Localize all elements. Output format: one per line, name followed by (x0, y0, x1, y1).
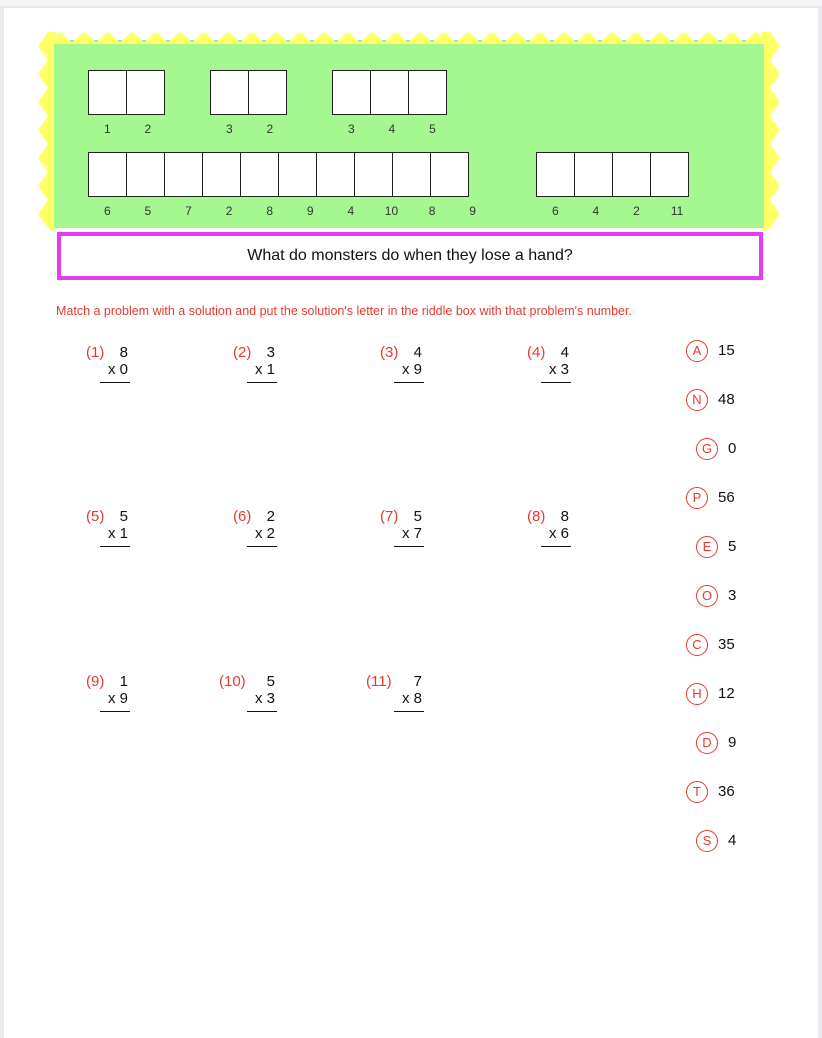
answer-letter-box[interactable] (370, 70, 409, 115)
answer-word-numbers (87, 122, 168, 136)
problem-multiplier: x 8 (401, 690, 422, 707)
solution-value: 15 (718, 342, 735, 359)
problem-label: (4) (527, 344, 546, 361)
answer-word-numbers (209, 122, 290, 136)
answer-letter-box[interactable] (650, 152, 689, 197)
problem-multiplicand: 4 (560, 344, 569, 361)
answer-line (394, 382, 424, 383)
solution-value: 3 (728, 587, 737, 604)
math-problem (380, 344, 500, 394)
solution-letter-circle: O (696, 585, 718, 607)
answer-line (394, 711, 424, 712)
solution-letter-circle: H (686, 683, 708, 705)
problem-number-label: 1 (103, 122, 111, 136)
problem-number-label: 3 (347, 122, 355, 136)
math-problem (86, 344, 206, 394)
problem-number-label: 2 (633, 204, 640, 218)
problem-label: (3) (380, 344, 399, 361)
solution-letter-circle: P (686, 487, 708, 509)
solution-letter-circle: A (686, 340, 708, 362)
problem-label: (7) (380, 508, 399, 525)
answer-letter-box[interactable] (210, 70, 249, 115)
answer-line (247, 711, 277, 712)
answer-word-numbers (535, 204, 697, 218)
answer-letter-box[interactable] (574, 152, 613, 197)
answer-letter-box[interactable] (612, 152, 651, 197)
riddle-answer-banner (54, 44, 764, 228)
problem-number-label: 6 (103, 204, 111, 218)
riddle-question: What do monsters do when they lose a hand? (247, 247, 573, 264)
answer-word-numbers (87, 204, 493, 218)
problem-multiplier: x 0 (107, 361, 128, 378)
problem-number-label: 5 (429, 122, 436, 136)
problem-number-label: 4 (388, 122, 396, 136)
problem-multiplicand: 5 (119, 508, 128, 525)
answer-letter-box[interactable] (392, 152, 431, 197)
math-problem (86, 673, 206, 723)
problem-multiplicand: 3 (266, 344, 275, 361)
answer-letter-box[interactable] (240, 152, 279, 197)
problem-number-label: 2 (144, 122, 152, 136)
problem-number-label: 2 (266, 122, 274, 136)
answer-letter-box[interactable] (430, 152, 469, 197)
problem-number-label: 2 (225, 204, 233, 218)
problem-label: (11) (366, 673, 392, 690)
answer-word-numbers (331, 122, 453, 136)
answer-word-4 (88, 152, 468, 197)
problem-label: (2) (233, 344, 252, 361)
problem-multiplicand: 8 (119, 344, 128, 361)
answer-letter-box[interactable] (88, 70, 127, 115)
problem-multiplier: x 9 (401, 361, 422, 378)
solution-value: 12 (718, 685, 735, 702)
solution-letter-circle: C (686, 634, 708, 656)
problem-multiplicand: 7 (413, 673, 422, 690)
answer-letter-box[interactable] (126, 152, 165, 197)
problem-number-label: 8 (428, 204, 436, 218)
riddle-question-box (57, 232, 763, 280)
problem-number-label: 8 (266, 204, 274, 218)
problem-label: (9) (86, 673, 105, 690)
answer-line (541, 382, 571, 383)
problem-multiplier: x 3 (548, 361, 569, 378)
answer-letter-box[interactable] (408, 70, 447, 115)
answer-letter-box[interactable] (126, 70, 165, 115)
problem-label: (1) (86, 344, 105, 361)
answer-line (100, 711, 130, 712)
math-problem (86, 508, 206, 558)
problem-number-label: 9 (469, 204, 476, 218)
problem-multiplier: x 1 (107, 525, 128, 542)
answer-line (394, 546, 424, 547)
problem-multiplier: x 2 (254, 525, 275, 542)
top-edge (0, 0, 822, 6)
problem-number-label: 9 (306, 204, 314, 218)
answer-line (100, 546, 130, 547)
problem-label: (6) (233, 508, 252, 525)
problem-label: (5) (86, 508, 105, 525)
problem-number-label: 3 (225, 122, 233, 136)
answer-letter-box[interactable] (164, 152, 203, 197)
solution-letter-circle: S (696, 830, 718, 852)
problem-multiplicand: 4 (413, 344, 422, 361)
solution-value: 9 (728, 734, 737, 751)
answer-line (247, 382, 277, 383)
solution-value: 36 (718, 783, 735, 800)
solution-value: 4 (728, 832, 737, 849)
problem-multiplicand: 8 (560, 508, 569, 525)
problem-multiplier: x 6 (548, 525, 569, 542)
answer-line (247, 546, 277, 547)
problem-number-label: 11 (670, 204, 684, 218)
answer-word-5 (536, 152, 688, 197)
problem-multiplier: x 7 (401, 525, 422, 542)
problem-number-label: 5 (144, 204, 152, 218)
answer-line (541, 546, 571, 547)
answer-word-1 (88, 70, 164, 115)
problem-label: (10) (219, 673, 246, 690)
solution-letter-circle: E (696, 536, 718, 558)
problem-number-label: 7 (185, 204, 192, 218)
answer-letter-box[interactable] (202, 152, 241, 197)
answer-letter-box[interactable] (88, 152, 127, 197)
solution-value: 5 (728, 538, 737, 555)
solution-value: 0 (728, 440, 737, 457)
answer-line (100, 382, 130, 383)
answer-letter-box[interactable] (316, 152, 355, 197)
answer-word-2 (210, 70, 286, 115)
solution-value: 48 (718, 391, 735, 408)
math-problem (527, 508, 647, 558)
solution-value: 56 (718, 489, 735, 506)
answer-letter-box[interactable] (536, 152, 575, 197)
problem-number-label: 4 (592, 204, 600, 218)
problem-multiplicand: 5 (266, 673, 275, 690)
answer-letter-box[interactable] (278, 152, 317, 197)
math-problem (366, 673, 500, 723)
math-problem (527, 344, 647, 394)
solution-letter-circle: T (686, 781, 708, 803)
math-problem (380, 508, 500, 558)
instructions-text: Match a problem with a solution and put the solution's letter in the riddle box with that problem's number. (56, 304, 632, 318)
answer-letter-box[interactable] (354, 152, 393, 197)
problem-multiplier: x 1 (254, 361, 275, 378)
math-problem (219, 673, 353, 723)
answer-word-3 (332, 70, 446, 115)
problem-multiplier: x 9 (107, 690, 128, 707)
solution-letter-circle: G (696, 438, 718, 460)
problem-multiplicand: 2 (266, 508, 275, 525)
solution-letter-circle: N (686, 389, 708, 411)
solution-letter-circle: D (696, 732, 718, 754)
answer-letter-box[interactable] (332, 70, 371, 115)
math-problem (233, 344, 353, 394)
math-problem (233, 508, 353, 558)
problem-number-label: 4 (347, 204, 355, 218)
solution-value: 35 (718, 636, 735, 653)
problem-number-label: 6 (551, 204, 559, 218)
problem-multiplier: x 3 (254, 690, 275, 707)
answer-letter-box[interactable] (248, 70, 287, 115)
problem-number-label: 10 (384, 204, 399, 218)
problem-multiplicand: 5 (413, 508, 422, 525)
problem-multiplicand: 1 (119, 673, 128, 690)
problem-label: (8) (527, 508, 546, 525)
